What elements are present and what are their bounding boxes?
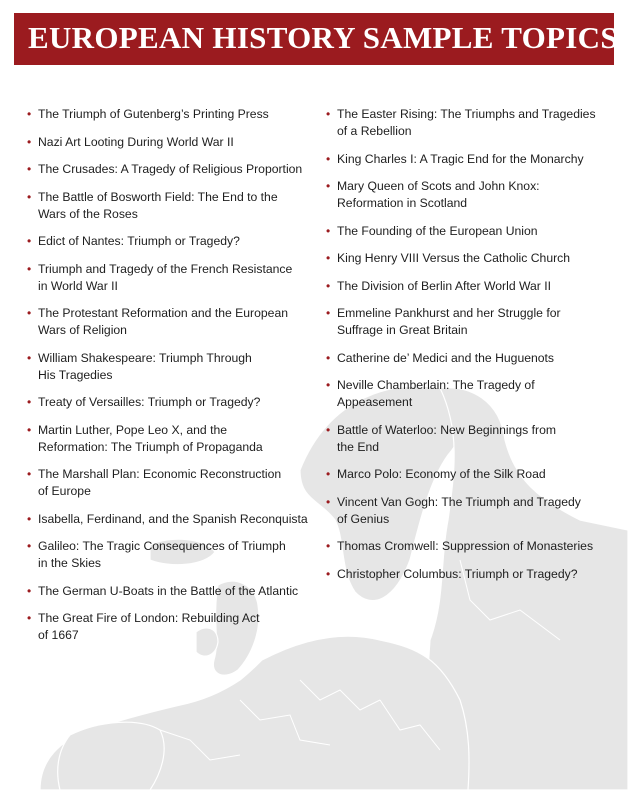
list-item <box>326 566 616 583</box>
list-item <box>27 394 317 411</box>
list-item <box>326 278 616 295</box>
bullet-icon: • <box>326 467 331 481</box>
page-title: EUROPEAN HISTORY SAMPLE TOPICS <box>28 20 618 55</box>
list-item <box>326 494 616 528</box>
list-item <box>27 305 317 339</box>
topic-text: Battle of Waterloo: New Beginnings from the End <box>337 422 557 454</box>
bullet-icon: • <box>27 511 32 526</box>
list-item <box>326 466 616 483</box>
list-item <box>326 223 616 240</box>
list-item <box>326 178 616 212</box>
topic-text: Christopher Columbus: Triumph or Tragedy? <box>337 566 578 581</box>
list-item <box>27 350 317 384</box>
list-item <box>326 106 616 140</box>
bullet-icon: • <box>27 422 32 437</box>
bullet-icon: • <box>326 223 331 238</box>
bullet-icon: • <box>326 566 331 581</box>
bullet-icon: • <box>326 378 331 392</box>
list-item <box>27 538 317 572</box>
topic-text: The Easter Rising: The Triumphs and Tragedies of a Rebellion <box>337 107 596 138</box>
list-item <box>326 250 616 267</box>
list-item <box>27 161 317 178</box>
bullet-icon: • <box>27 395 32 409</box>
topic-text: Triumph and Tragedy of the French Resistance in World War II <box>38 261 293 293</box>
list-item <box>27 422 317 456</box>
bullet-icon: • <box>326 107 331 121</box>
list-item <box>326 305 616 339</box>
topics-column-left <box>27 106 317 655</box>
bullet-icon: • <box>326 278 331 293</box>
topic-text: William Shakespeare: Triumph Through His Tragedies <box>38 350 252 382</box>
topic-text: Neville Chamberlain: The Tragedy of Appeasement <box>337 378 535 409</box>
list-item <box>326 422 616 456</box>
list-item <box>27 583 317 600</box>
topic-text: The German U-Boats in the Battle of the Atlantic <box>38 583 299 598</box>
topic-text: Emmeline Pankhurst and her Struggle for Suffrage in Great Britain <box>337 306 561 337</box>
bullet-icon: • <box>326 422 331 437</box>
topic-text: The Marshall Plan: Economic Reconstruction of Europe <box>38 467 282 498</box>
bullet-icon: • <box>326 251 331 265</box>
topic-text: Thomas Cromwell: Suppression of Monasteries <box>337 539 594 553</box>
bullet-icon: • <box>27 306 32 320</box>
bullet-icon: • <box>27 134 32 149</box>
topic-text: The Division of Berlin After World War II <box>337 278 552 293</box>
bullet-icon: • <box>27 350 32 365</box>
topic-text: The Founding of the European Union <box>337 223 538 238</box>
topic-text: Isabella, Ferdinand, and the Spanish Reconquista <box>38 511 308 526</box>
bullet-icon: • <box>27 234 32 248</box>
bullet-icon: • <box>27 261 32 276</box>
bullet-icon: • <box>326 306 331 320</box>
topic-text: Treaty of Versailles: Triumph or Tragedy? <box>38 395 261 409</box>
list-item <box>326 538 616 555</box>
topic-text: Vincent Van Gogh: The Triumph and Tragedy of Genius <box>337 494 581 526</box>
topic-text: The Protestant Reformation and the European Wars of Religion <box>38 306 288 337</box>
topic-text: The Triumph of Gutenberg’s Printing Press <box>38 107 269 121</box>
bullet-icon: • <box>27 539 32 553</box>
topic-text: The Battle of Bosworth Field: The End to the Wars of the Roses <box>38 189 278 221</box>
topic-text: Galileo: The Tragic Consequences of Triumph in the Skies <box>38 539 286 570</box>
list-item <box>27 466 317 500</box>
list-item <box>27 261 317 295</box>
bullet-icon: • <box>326 539 331 553</box>
bullet-icon: • <box>27 107 32 121</box>
bullet-icon: • <box>27 162 32 176</box>
bullet-icon: • <box>27 189 32 204</box>
bullet-icon: • <box>27 583 32 598</box>
list-item <box>27 134 317 151</box>
topics-column-right <box>326 106 616 593</box>
list-item <box>27 189 317 223</box>
list-item <box>27 106 317 123</box>
bullet-icon: • <box>326 151 331 166</box>
topic-text: The Great Fire of London: Rebuilding Act of 1667 <box>38 611 260 642</box>
bullet-icon: • <box>326 494 331 509</box>
topic-text: Catherine de’ Medici and the Huguenots <box>337 350 555 365</box>
list-item <box>326 377 616 411</box>
topic-text: Nazi Art Looting During World War II <box>38 134 234 149</box>
topic-text: The Crusades: A Tragedy of Religious Proportion <box>38 162 303 176</box>
bullet-icon: • <box>326 350 331 365</box>
list-item <box>27 511 317 528</box>
topic-text: King Henry VIII Versus the Catholic Church <box>337 251 571 265</box>
list-item <box>326 151 616 168</box>
topic-text: Marco Polo: Economy of the Silk Road <box>337 467 546 481</box>
bullet-icon: • <box>326 179 331 193</box>
bullet-icon: • <box>27 467 32 481</box>
topic-text: King Charles I: A Tragic End for the Monarchy <box>337 151 584 166</box>
bullet-icon: • <box>27 611 32 625</box>
list-item <box>27 610 317 644</box>
list-item <box>27 233 317 250</box>
topic-text: Edict of Nantes: Triumph or Tragedy? <box>38 234 240 248</box>
list-item <box>326 350 616 367</box>
topic-text: Martin Luther, Pope Leo X, and the Reformation: The Triumph of Propaganda <box>38 422 263 454</box>
topic-text: Mary Queen of Scots and John Knox: Reformation in Scotland <box>337 179 540 210</box>
